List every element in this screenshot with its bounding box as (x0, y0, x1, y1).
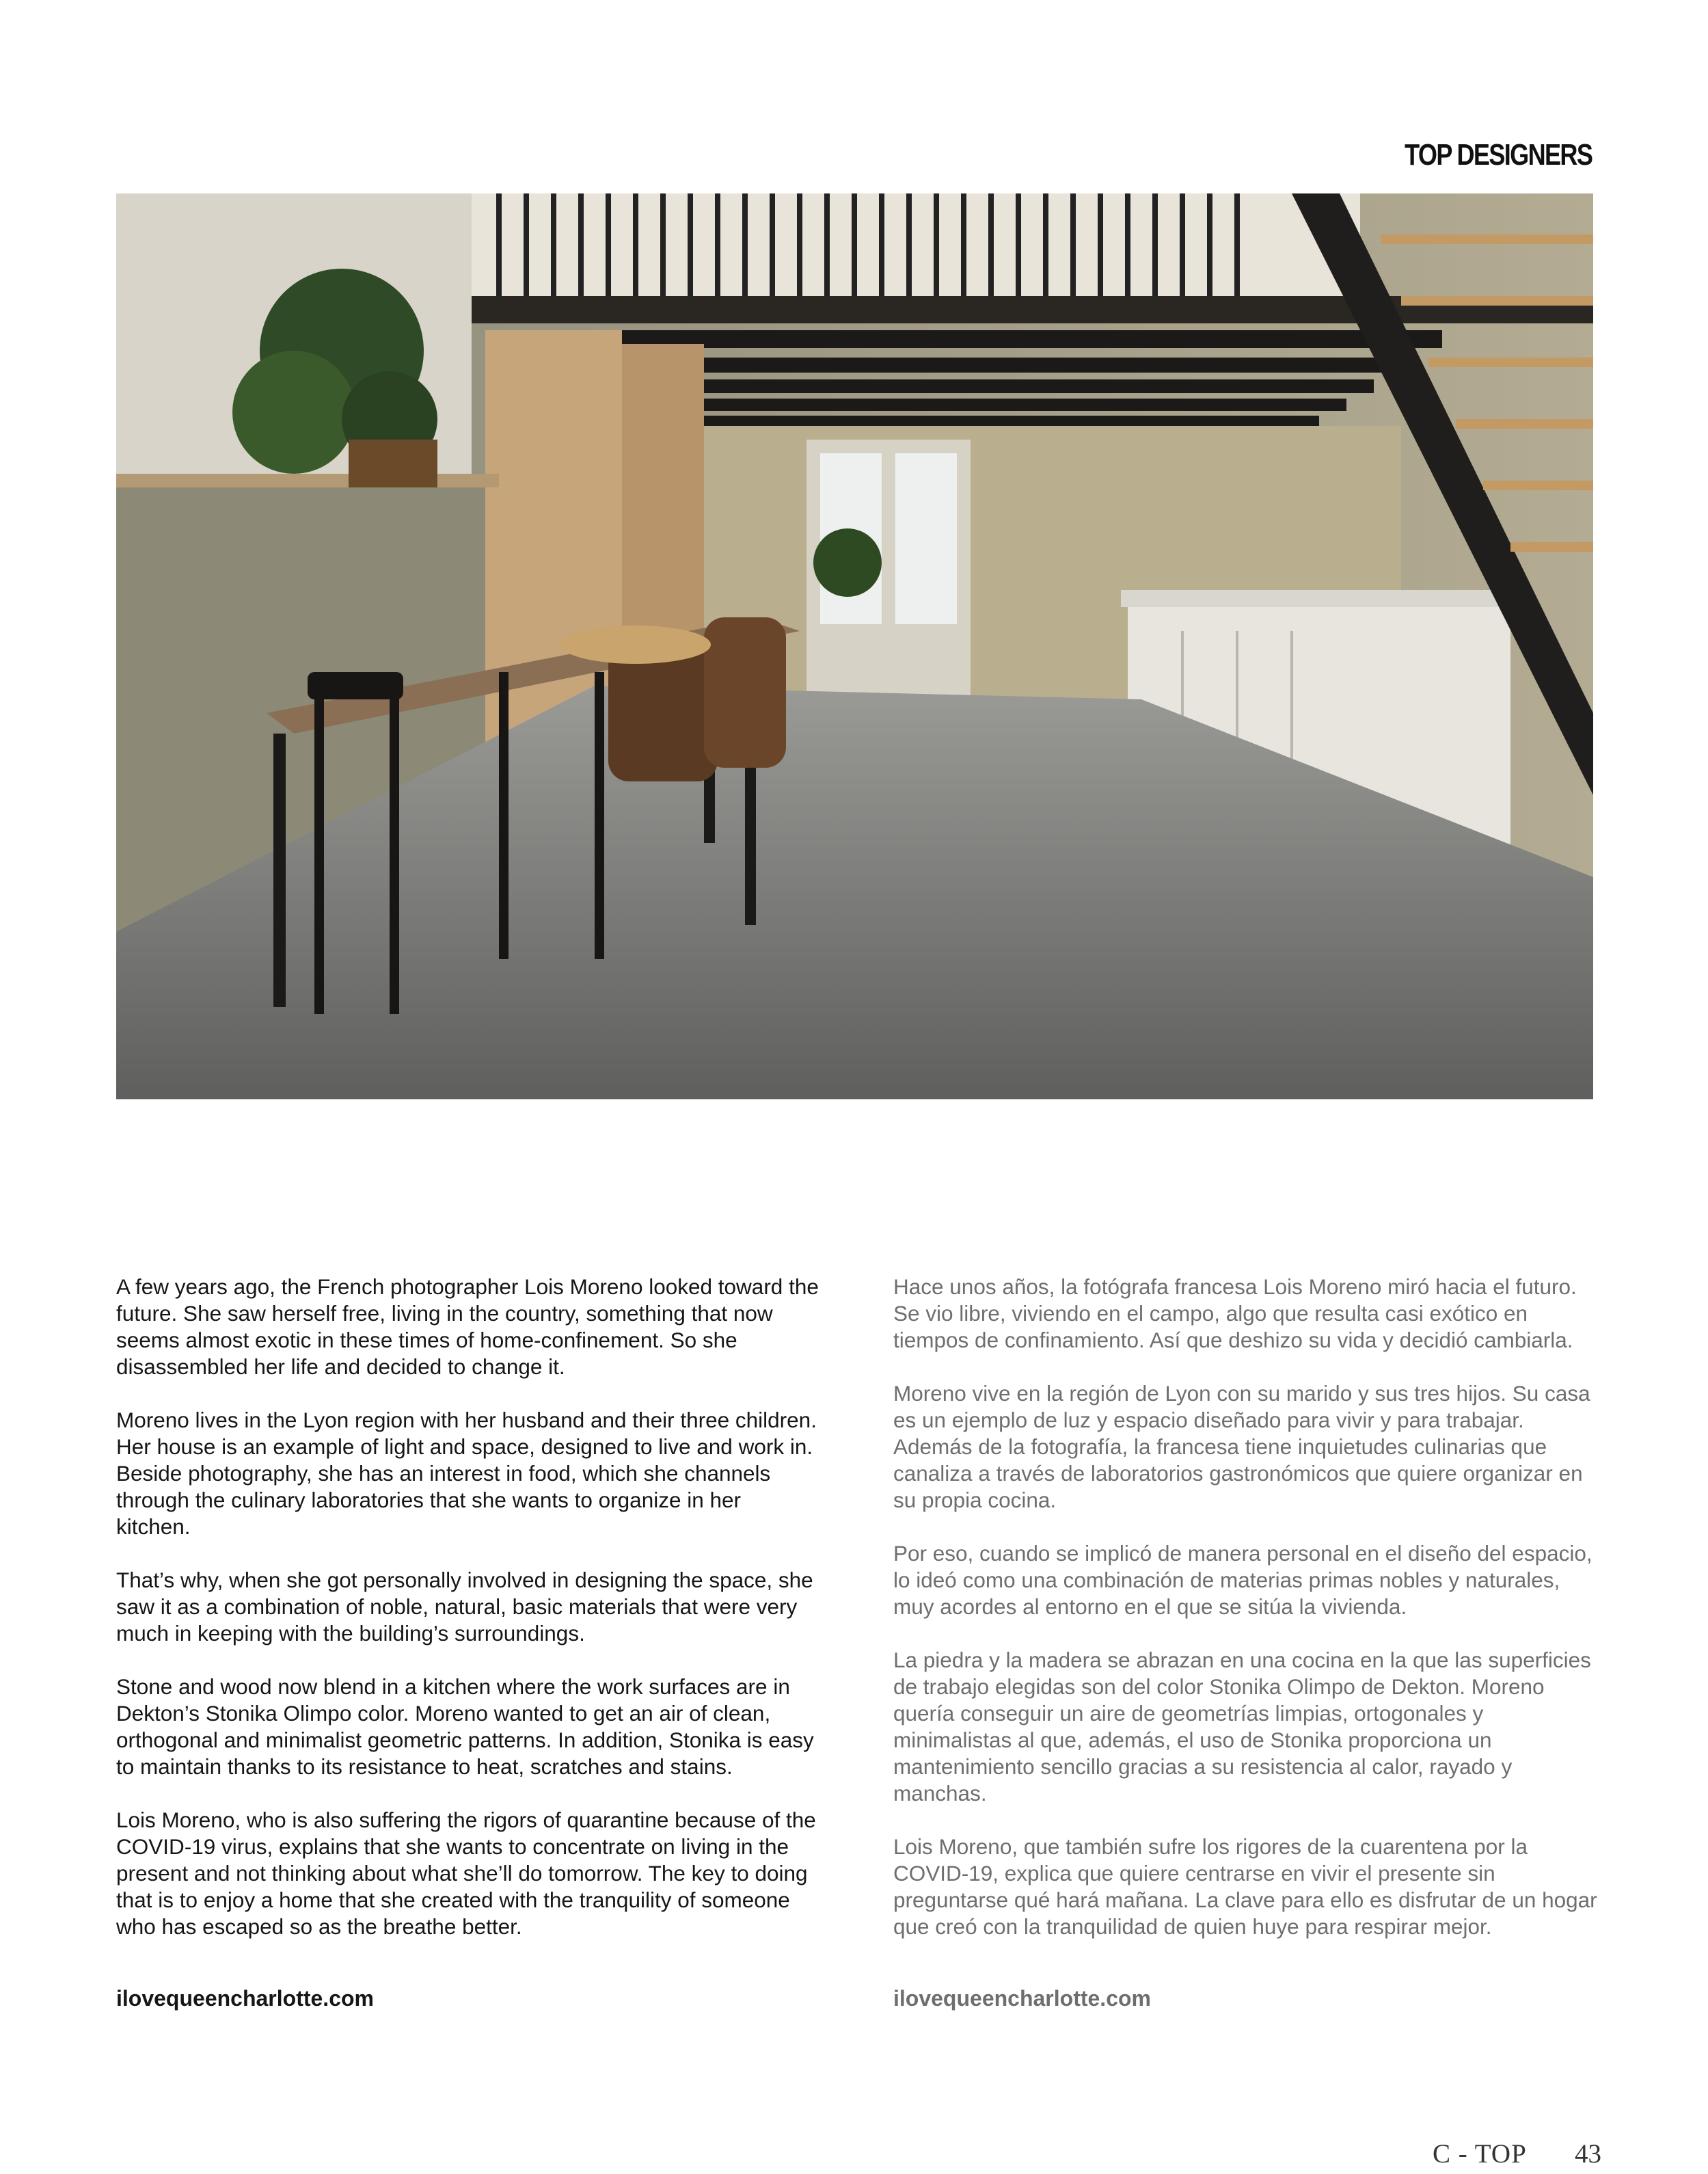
section-label: TOP DESIGNERS (1404, 138, 1592, 172)
page-number: 43 (1575, 2139, 1601, 2169)
spanish-paragraph: La piedra y la madera se abrazan en una cocina en la que las superficies de trabajo elegidas son del color Stonika Olimpo de Dekton. Moreno quería conseguir un aire de geometrías limpias, ortogonales y minimalistas al que, además, el uso de Stonika proporciona un mantenimiento sencillo gracias a su resistencia al calor, rayado y manchas. (893, 1648, 1591, 1806)
spanish-source-link[interactable]: ilovequeencharlotte.com (893, 1986, 1151, 2011)
english-source-link[interactable]: ilovequeencharlotte.com (116, 1986, 374, 2011)
spanish-paragraph: Lois Moreno, que también sufre los rigores de la cuarentena por la COVID-19, explica que quiere centrarse en vivir el presente sin preguntarse qué hará mañana. La clave para ello es disfrutar de un hogar que creó con la tranquilidad de quien huye para respirar mejor. (893, 1834, 1597, 1939)
english-paragraph: Lois Moreno, who is also suffering the rigors of quarantine because of the COVID-19 virus, explains that she wants to concentrate on living in the present and not thinking about what she’ll do tomorrow. The key to doing that is to enjoy a home that she created with the tranquility of someone who has escaped so as the breathe better. (116, 1808, 816, 1939)
spanish-paragraph: Por eso, cuando se implicó de manera personal en el diseño del espacio, lo ideó como una combinación de materias primas nobles y naturales, muy acordes al entorno en el que se sitúa la vivienda. (893, 1541, 1592, 1619)
kitchen-dining-room-icon (116, 193, 1593, 1099)
english-paragraph: A few years ago, the French photographer Lois Moreno looked toward the future. She saw herself free, living in the country, something that now seems almost exotic in these times of home-confinement. So she disassembled her life and decided to change it. (116, 1274, 819, 1379)
english-paragraph: That’s why, when she got personally involved in designing the space, she saw it as a combination of noble, natural, basic materials that were very much in keeping with the building’s surroundings. (116, 1568, 813, 1646)
english-paragraph: Moreno lives in the Lyon region with her husband and their three children. Her house is an example of light and space, designed to live and work in. Beside photography, she has an interest in food, which she channels through the culinary laboratories that she wants to organize in her kitchen. (116, 1408, 817, 1539)
spanish-paragraph: Moreno vive en la región de Lyon con su marido y sus tres hijos. Su casa es un ejemplo de luz y espacio diseñado para vivir y para trabajar. Además de la fotografía, la francesa tiene inquietudes culinarias que canaliza a través de laboratorios gastronómicos que quiere organizar en su propia cocina. (893, 1381, 1590, 1512)
kitchen-photo (116, 193, 1593, 1099)
english-paragraph: Stone and wood now blend in a kitchen where the work surfaces are in Dekton’s Stonika Olimpo color. Moreno wanted to get an air of clean, orthogonal and minimalist geometric patterns. In addition, Stonika is easy to maintain thanks to its resistance to heat, scratches and stains. (116, 1674, 814, 1779)
english-column (116, 1274, 820, 2011)
spanish-column (893, 1274, 1597, 2011)
spanish-paragraph: Hace unos años, la fotógrafa francesa Lois Moreno miró hacia el futuro. Se vio libre, viviendo en el campo, algo que resulta casi exótico en tiempos de confinamiento. Así que deshizo su vida y decidió cambiarla. (893, 1274, 1577, 1352)
magazine-name: C - TOP (1433, 2139, 1527, 2169)
